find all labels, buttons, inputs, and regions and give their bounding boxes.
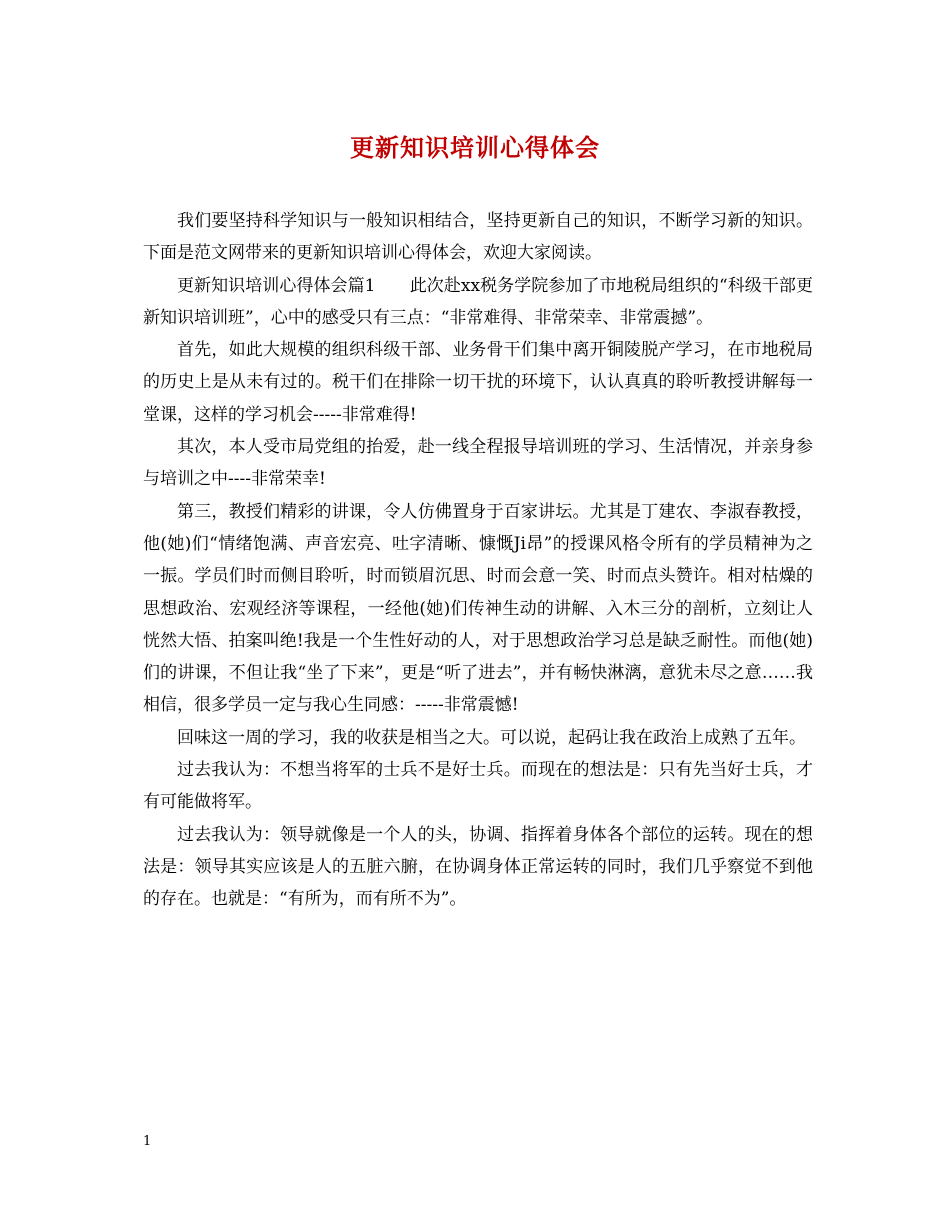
paragraph-intro: 我们要坚持科学知识与一般知识相结合，坚持更新自己的知识，不断学习新的知识。下面是范文网带来的更新知识培训心得体会，欢迎大家阅读。 xyxy=(143,211,813,264)
paragraph-third-point: 第三，教授们精彩的讲课，令人仿佛置身于百家讲坛。尤其是丁建农、李淑春教授，他(她)们“情绪饱满、声音宏亮、吐字清晰、慷慨Ji昂”的授课风格令所有的学员精神为之一振。学员们时而侧目聆听，时而锁眉沉思、时而会意一笑、时而点头赞许。相对枯燥的思想政治、宏观经济等课程，一经他(她)们传神生动的讲解、入木三分的剖析，立刻让人恍然大悟、拍案叫绝!我是一个生性好动的人，对于思想政治学习总是缺乏耐性。而他(她)们的讲课，不但让我“坐了下来”，更是“听了进去”，并有畅快淋漓，意犹未尽之意……我相信，很多学员一定与我心生同感：-----非常震憾! xyxy=(143,501,813,716)
paragraph-second-point: 其次，本人受市局党组的抬爱，赴一线全程报导培训班的学习、生活情况，并亲身参与培训之中----非常荣幸! xyxy=(143,437,813,490)
document-body xyxy=(143,205,813,916)
paragraph-article-start: 更新知识培训心得体会篇1 此次赴xx税务学院参加了市地税局组织的“科级干部更新知识培训班”，心中的感受只有三点：“非常难得、非常荣幸、非常震撼”。 xyxy=(143,275,813,328)
paragraph-reflection: 回味这一周的学习，我的收获是相当之大。可以说，起码让我在政治上成熟了五年。 xyxy=(177,727,806,748)
paragraph-first-point: 首先，如此大规模的组织科级干部、业务骨干们集中离开铜陵脱产学习，在市地税局的历史上是从未有过的。税干们在排除一切干扰的环境下，认认真真的聆听教授讲解每一堂课，这样的学习机会-----非常难得! xyxy=(143,340,813,425)
paragraph-leadership: 过去我认为：领导就像是一个人的头，协调、指挥着身体各个部位的运转。现在的想法是：领导其实应该是人的五脏六腑，在协调身体正常运转的同时，我们几乎察觉不到他的存在。也就是：“有所为，而有所不为”。 xyxy=(143,824,813,910)
page-number: 1 xyxy=(143,1134,152,1149)
paragraph-soldier: 过去我认为：不想当将军的士兵不是好士兵。而现在的想法是：只有先当好士兵，才有可能做将军。 xyxy=(143,760,813,813)
document-title: 更新知识培训心得体会 xyxy=(350,133,600,162)
